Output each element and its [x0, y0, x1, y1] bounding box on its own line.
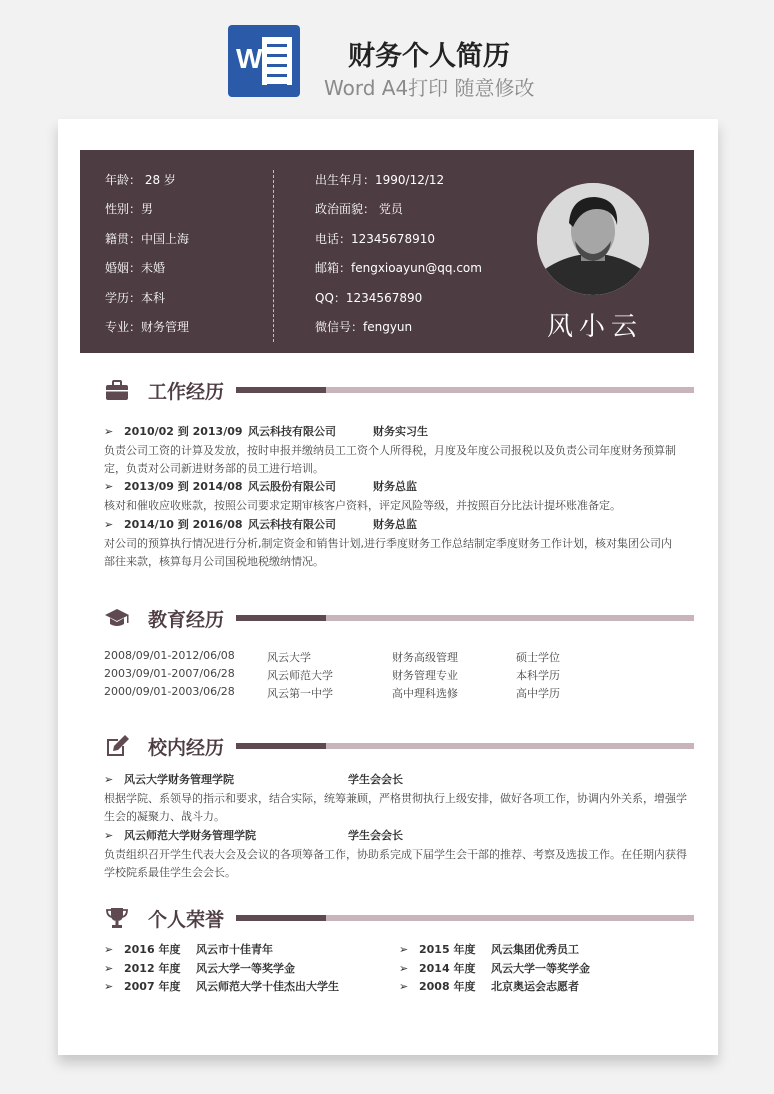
profile-origin: 籍贯：中国上海	[105, 231, 190, 246]
profile-education: 学历：本科	[105, 290, 166, 305]
campus-entry-2: ➢ 风云师范大学财务管理学院 学生会会长	[104, 827, 403, 845]
education-section-header	[104, 605, 694, 635]
profile-right-column	[315, 170, 482, 346]
bullet-icon: ➢	[104, 829, 114, 842]
edit-icon	[104, 733, 130, 759]
work-entry-1: ➢ 2010/02 到 2013/09 风云科技有限公司 财务实习生	[104, 423, 428, 441]
work-entry-2: ➢ 2013/09 到 2014/08 风云股份有限公司 财务总监	[104, 478, 417, 496]
education-section-title: 教育经历	[148, 609, 225, 631]
honor-item: ➢ 2016 年度 风云市十佳青年	[104, 943, 273, 956]
profile-email: 邮箱：fengxioayun@qq.com	[315, 261, 482, 276]
graduation-cap-icon	[104, 605, 130, 631]
bullet-icon: ➢	[104, 943, 114, 956]
honor-item: ➢ 2015 年度 风云集团优秀员工	[399, 943, 579, 956]
word-logo-icon: W	[228, 25, 300, 97]
honors-section-bar	[236, 915, 694, 921]
campus-desc-1a: 根据学院、系领导的指示和要求，结合实际，统筹兼顾，严格贯彻执行上级安排，做好各项工作，协调内外关系，增强学	[104, 792, 687, 805]
profile-birth: 出生年月：1990/12/12	[315, 173, 445, 187]
bullet-icon: ➢	[104, 425, 114, 438]
profile-marital: 婚姻：未婚	[105, 261, 166, 276]
profile-wechat: 微信号：fengyun	[315, 319, 413, 334]
profile-phone: 电话：12345678910	[315, 231, 435, 246]
briefcase-icon	[104, 377, 130, 403]
profile-political: 政治面貌： 党员	[315, 202, 403, 217]
candidate-name: 风小云	[547, 312, 644, 342]
campus-desc-2a: 负责组织召开学生代表大会及会议的各项筹备工作，协助系完成下届学生会干部的推荐、考察及选拔工作。在任期内获得	[104, 848, 687, 861]
work-desc-2a: 核对和催收应收账款，按照公司要求定期审核客户资料，评定风险等级，并按照百分比法计提坏账准备定。	[104, 499, 621, 512]
profile-gender: 性别：男	[105, 202, 154, 217]
honor-item: ➢ 2014 年度 风云大学一等奖学金	[399, 962, 590, 975]
bullet-icon: ➢	[104, 980, 114, 993]
education-row: 2008/09/01-2012/06/08 风云大学 财务高级管理 硕士学位	[104, 649, 560, 664]
campus-desc-1b: 生会的凝聚力、战斗力。	[104, 810, 225, 823]
profile-age: 年龄： 28 岁	[105, 173, 176, 187]
campus-section-title: 校内经历	[148, 737, 225, 759]
work-desc-3a: 对公司的预算执行情况进行分析,制定资金和销售计划,进行季度财务工作总结制定季度财务工作计划，核对集团公司内	[104, 537, 672, 550]
campus-desc-2b: 学校院系最佳学生会会长。	[104, 866, 236, 879]
bullet-icon: ➢	[104, 962, 114, 975]
campus-entry-1: ➢ 风云大学财务管理学院 学生会会长	[104, 771, 403, 789]
bullet-icon: ➢	[104, 518, 114, 531]
bullet-icon: ➢	[104, 480, 114, 493]
header-divider	[273, 170, 274, 342]
campus-section-header	[104, 733, 694, 763]
honor-item: ➢ 2012 年度 风云大学一等奖学金	[104, 962, 295, 975]
bullet-icon: ➢	[399, 943, 409, 956]
profile-major: 专业：财务管理	[105, 319, 190, 334]
trophy-icon	[104, 905, 130, 931]
top-banner	[0, 0, 774, 118]
work-section-title: 工作经历	[148, 381, 225, 403]
avatar	[537, 183, 649, 295]
resume-page	[58, 119, 718, 1055]
honors-section-header	[104, 905, 694, 935]
profile-left-column	[105, 170, 189, 346]
work-desc-1a: 负责公司工资的计算及发放，按时申报并缴纳员工工资个人所得税，月度及年度公司报税以及负责公司年度财务预算制	[104, 444, 676, 457]
work-section-header	[104, 377, 694, 407]
banner-title: 财务个人简历	[348, 41, 510, 72]
profile-header	[80, 150, 694, 353]
education-row: 2000/09/01-2003/06/28 风云第一中学 高中理科选修 高中学历	[104, 685, 560, 700]
campus-section-bar	[236, 743, 694, 749]
bullet-icon: ➢	[399, 980, 409, 993]
education-section-bar	[236, 615, 694, 621]
work-entry-3: ➢ 2014/10 到 2016/08 风云科技有限公司 财务总监	[104, 516, 417, 534]
honors-section-title: 个人荣誉	[148, 909, 225, 931]
bullet-icon: ➢	[104, 773, 114, 786]
work-section-bar	[236, 387, 694, 393]
banner-subtitle: Word A4打印 随意修改	[324, 76, 535, 100]
honor-item: ➢ 2008 年度 北京奥运会志愿者	[399, 980, 579, 993]
education-row: 2003/09/01-2007/06/28 风云师范大学 财务管理专业 本科学历	[104, 667, 560, 682]
work-desc-3b: 部往来款，核算每月公司国税地税缴纳情况。	[104, 555, 324, 568]
bullet-icon: ➢	[399, 962, 409, 975]
honor-item: ➢ 2007 年度 风云师范大学十佳杰出大学生	[104, 980, 339, 993]
profile-qq: QQ：1234567890	[315, 290, 423, 305]
work-desc-1b: 定，负责对公司新进财务部的员工进行培训。	[104, 462, 324, 475]
